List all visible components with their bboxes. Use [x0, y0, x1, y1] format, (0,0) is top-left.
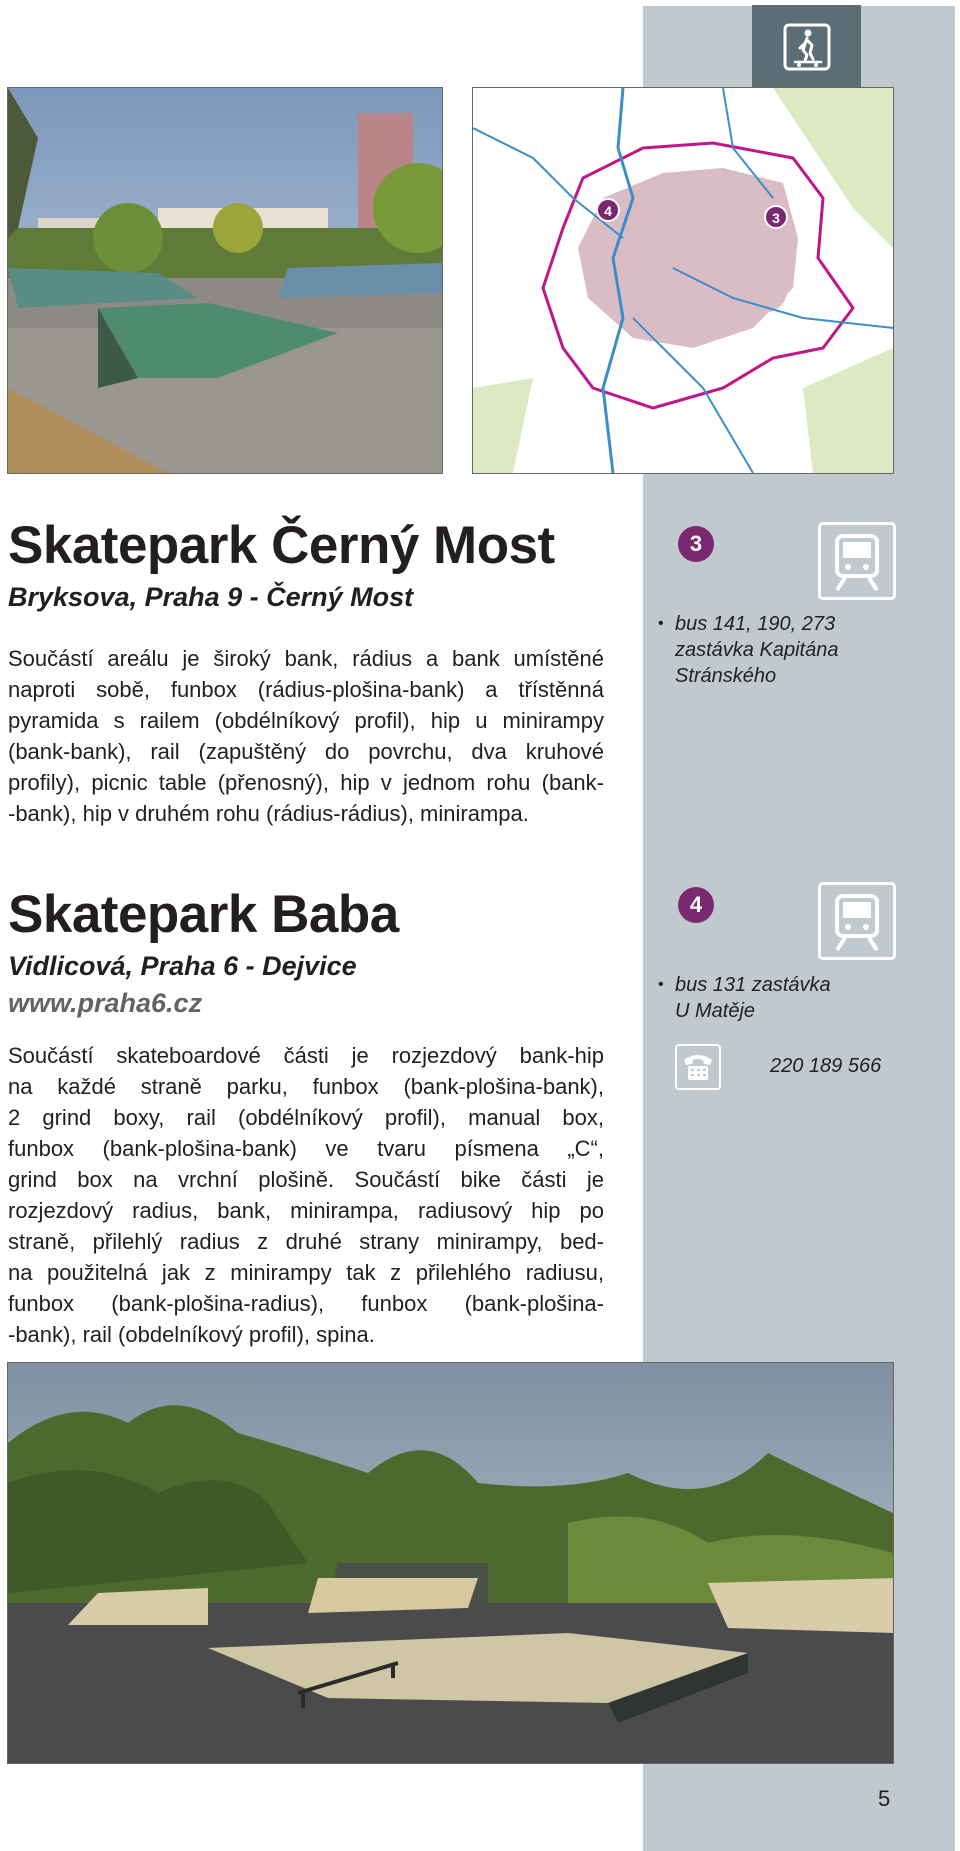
- section-2-line: -bank), rail (obdelníkový profil), spina.: [8, 1322, 375, 1347]
- section-2-line: na použitelná jak z minirampy tak z přilehlého radiusu,: [8, 1260, 604, 1285]
- section-1-line: -bank), hip v druhém rohu (rádius-rádius), minirampa.: [8, 801, 529, 826]
- section-1-line: (bank-bank), rail (zapuštěný do povrchu, dva kruhové: [8, 739, 604, 764]
- phone-number: 220 189 566: [770, 1055, 882, 1077]
- section-2-line: funbox (bank-plošina-radius), funbox (bank-plošina-: [8, 1291, 604, 1316]
- section-2-transport: [658, 972, 831, 1024]
- section-1-line: naproti sobě, funbox (rádius-plošina-bank) a třístěnná: [8, 677, 604, 702]
- skatepark-cerny-most-photo: [7, 87, 443, 474]
- section-1-title: Skatepark Černý Most: [8, 516, 555, 575]
- section-2-line: funbox (bank-plošina-bank) ve tvaru písmena „C“,: [8, 1136, 604, 1161]
- section-1-badge: 3: [678, 526, 714, 562]
- prague-map: [472, 87, 894, 474]
- telephone-icon: [675, 1044, 721, 1090]
- transport-line: bus 141, 190, 273: [675, 613, 836, 635]
- transport-line: Stránského: [675, 665, 777, 687]
- bullet-icon: •: [658, 976, 664, 993]
- section-2-website-link[interactable]: www.praha6.cz: [8, 988, 203, 1018]
- section-2-badge: 4: [678, 887, 714, 923]
- transport-line: zastávka Kapitána: [675, 639, 839, 661]
- section-2-line: grind box na vrchní plošině. Součástí bike části je: [8, 1167, 604, 1192]
- header-icon-box: [752, 5, 861, 87]
- section-1-description: [8, 643, 604, 829]
- section-2-description: [8, 1040, 604, 1350]
- tram-icon: [818, 522, 896, 600]
- bullet-icon: •: [658, 615, 664, 632]
- map-marker-4-label: 4: [604, 203, 612, 219]
- section-2-line: na každé straně parku, funbox (bank-plošina-bank),: [8, 1074, 604, 1099]
- section-2-title: Skatepark Baba: [8, 885, 399, 944]
- section-2-line: rozjezdový radius, bank, minirampa, radiusový hip po: [8, 1198, 604, 1223]
- section-1-line: Součástí areálu je široký bank, rádius a bank umístěné: [8, 646, 604, 671]
- section-1-subtitle: Bryksova, Praha 9 - Černý Most: [8, 582, 414, 612]
- section-2-line: 2 grind boxy, rail (obdélníkový profil), manual box,: [8, 1105, 604, 1130]
- transport-line: U Matěje: [675, 1000, 756, 1022]
- section-2-line: Součástí skateboardové části je rozjezdový bank-hip: [8, 1043, 604, 1068]
- skatepark-baba-photo: [7, 1362, 894, 1764]
- pedestrian-skateboard-icon: [783, 23, 831, 71]
- section-1-line: profily), picnic table (přenosný), hip v jednom rohu (bank-: [8, 770, 604, 795]
- section-1-line: pyramida s railem (obdélníkový profil), hip u minirampy: [8, 708, 604, 733]
- page-number: 5: [878, 1786, 891, 1811]
- section-1-transport: [658, 611, 839, 689]
- map-marker-3-label: 3: [772, 210, 780, 226]
- tram-icon: [818, 882, 896, 960]
- transport-line: bus 131 zastávka: [675, 974, 831, 996]
- section-2-subtitle: Vidlicová, Praha 6 - Dejvice: [8, 951, 357, 981]
- section-2-line: straně, přilehlý radius z druhé strany minirampy, bed-: [8, 1229, 604, 1254]
